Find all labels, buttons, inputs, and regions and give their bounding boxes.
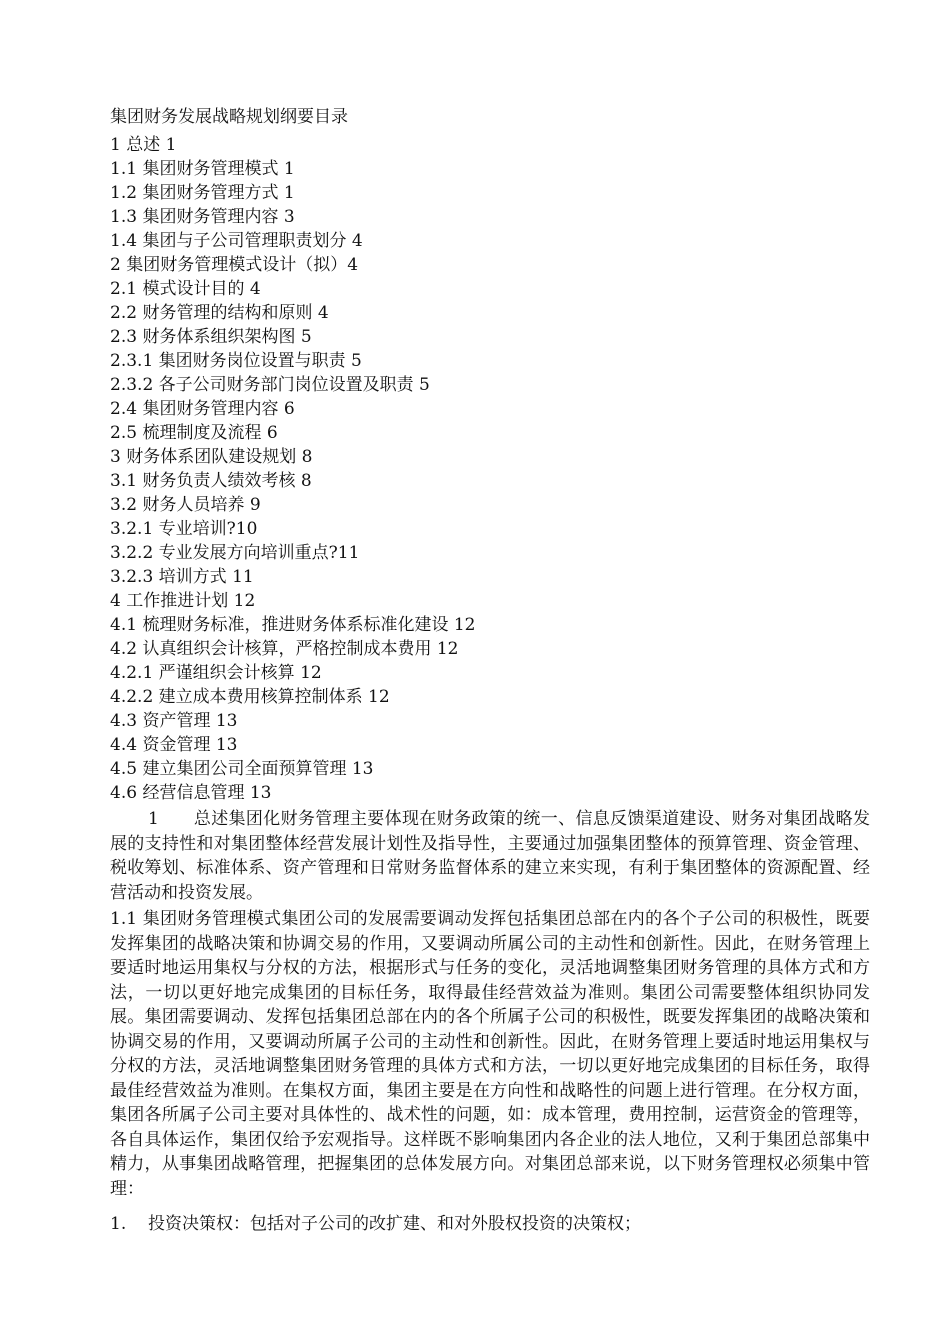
toc-item: 1.2 集团财务管理方式 1: [110, 183, 295, 203]
toc-item: 2.3.2 各子公司财务部门岗位设置及职责 5: [110, 375, 430, 395]
list-text: 投资决策权：包括对子公司的改扩建、和对外股权投资的决策权；: [148, 1214, 641, 1234]
toc-item: 3.2 财务人员培养 9: [110, 495, 261, 515]
toc-item: 4 工作推进计划 12: [110, 591, 256, 611]
toc-item: 3.2.1 专业培训?10: [110, 519, 258, 539]
toc-item: 4.2 认真组织会计核算，严格控制成本费用 12: [110, 639, 459, 659]
toc-item: 2.5 梳理制度及流程 6: [110, 423, 278, 443]
toc-item: 4.1 梳理财务标准，推进财务体系标准化建设 12: [110, 615, 476, 635]
document-page: [110, 105, 870, 1237]
toc-item: 3 财务体系团队建设规划 8: [110, 447, 313, 467]
toc-item: 2.2 财务管理的结构和原则 4: [110, 303, 329, 323]
toc-item: 1.1 集团财务管理模式 1: [110, 159, 295, 179]
section-paragraph: 1.1 集团财务管理模式集团公司的发展需要调动发挥包括集团总部在内的各个子公司的积极性，既要发挥集团的战略决策和协调交易的作用，又要调动所属公司的主动性和创新性。因此，在财务管理上要适时地运用集权与分权的方法，根据形式与任务的变化，灵活地调整集团财务管理的具体方式和方法，一切以更好地完成集团的目标任务，取得最佳经营效益为准则。集团公司需要整体组织协同发展。集团需要调动、发挥包括集团总部在内的各个所属子公司的积极性，既要发挥集团的战略决策和协调交易的作用，又要调动所属子公司的主动性和创新性。因此，在财务管理上要适时地运用集权与分权的方法，灵活地调整集团财务管理的具体方式和方法，一切以更好地完成集团的目标任务，取得最佳经营效益为准则。在集权方面，集团主要是在方向性和战略性的问题上进行管理。在分权方面，集团各所属子公司主要对具体性的、战术性的问题，如：成本管理，费用控制，运营资金的管理等，各自具体运作，集团仅给予宏观指导。这样既不影响集团内各企业的法人地位，又利于集团总部集中精力，从事集团战略管理，把握集团的总体发展方向。对集团总部来说，以下财务管理权必须集中管理：: [110, 909, 870, 1199]
toc-item: 4.4 资金管理 13: [110, 735, 238, 755]
toc-item: 1 总述 1: [110, 135, 177, 155]
toc-item: 4.3 资产管理 13: [110, 711, 238, 731]
toc-item: 3.2.2 专业发展方向培训重点?11: [110, 543, 360, 563]
document-title: 集团财务发展战略规划纲要目录: [110, 107, 348, 127]
toc-item: 1.4 集团与子公司管理职责划分 4: [110, 231, 363, 251]
toc-item: 2.4 集团财务管理内容 6: [110, 399, 295, 419]
toc-item: 3.1 财务负责人绩效考核 8: [110, 471, 312, 491]
toc-item: 4.2.2 建立成本费用核算控制体系 12: [110, 687, 390, 707]
toc-item: 3.2.3 培训方式 11: [110, 567, 254, 587]
toc-item: 2.1 模式设计目的 4: [110, 279, 261, 299]
toc-item: 2.3 财务体系组织架构图 5: [110, 327, 312, 347]
toc-item: 4.6 经营信息管理 13: [110, 783, 272, 803]
toc-item: 4.5 建立集团公司全面预算管理 13: [110, 759, 374, 779]
overview-paragraph: 1 总述集团化财务管理主要体现在财务政策的统一、信息反馈渠道建设、财务对集团战略发展的支持性和对集团整体经营发展计划性及指导性，主要通过加强集团整体的预算管理、资金管理、税收筹划、标准体系、资产管理和日常财务监督体系的建立来实现，有利于集团整体的资源配置、经营活动和投资发展。: [110, 809, 870, 903]
table-of-contents: [110, 133, 870, 805]
toc-item: 2.3.1 集团财务岗位设置与职责 5: [110, 351, 362, 371]
toc-item: 1.3 集团财务管理内容 3: [110, 207, 295, 227]
list-number: 1.: [110, 1214, 127, 1234]
toc-item: 4.2.1 严谨组织会计核算 12: [110, 663, 322, 683]
list-item: [110, 1211, 870, 1237]
toc-item: 2 集团财务管理模式设计（拟）4: [110, 255, 359, 275]
